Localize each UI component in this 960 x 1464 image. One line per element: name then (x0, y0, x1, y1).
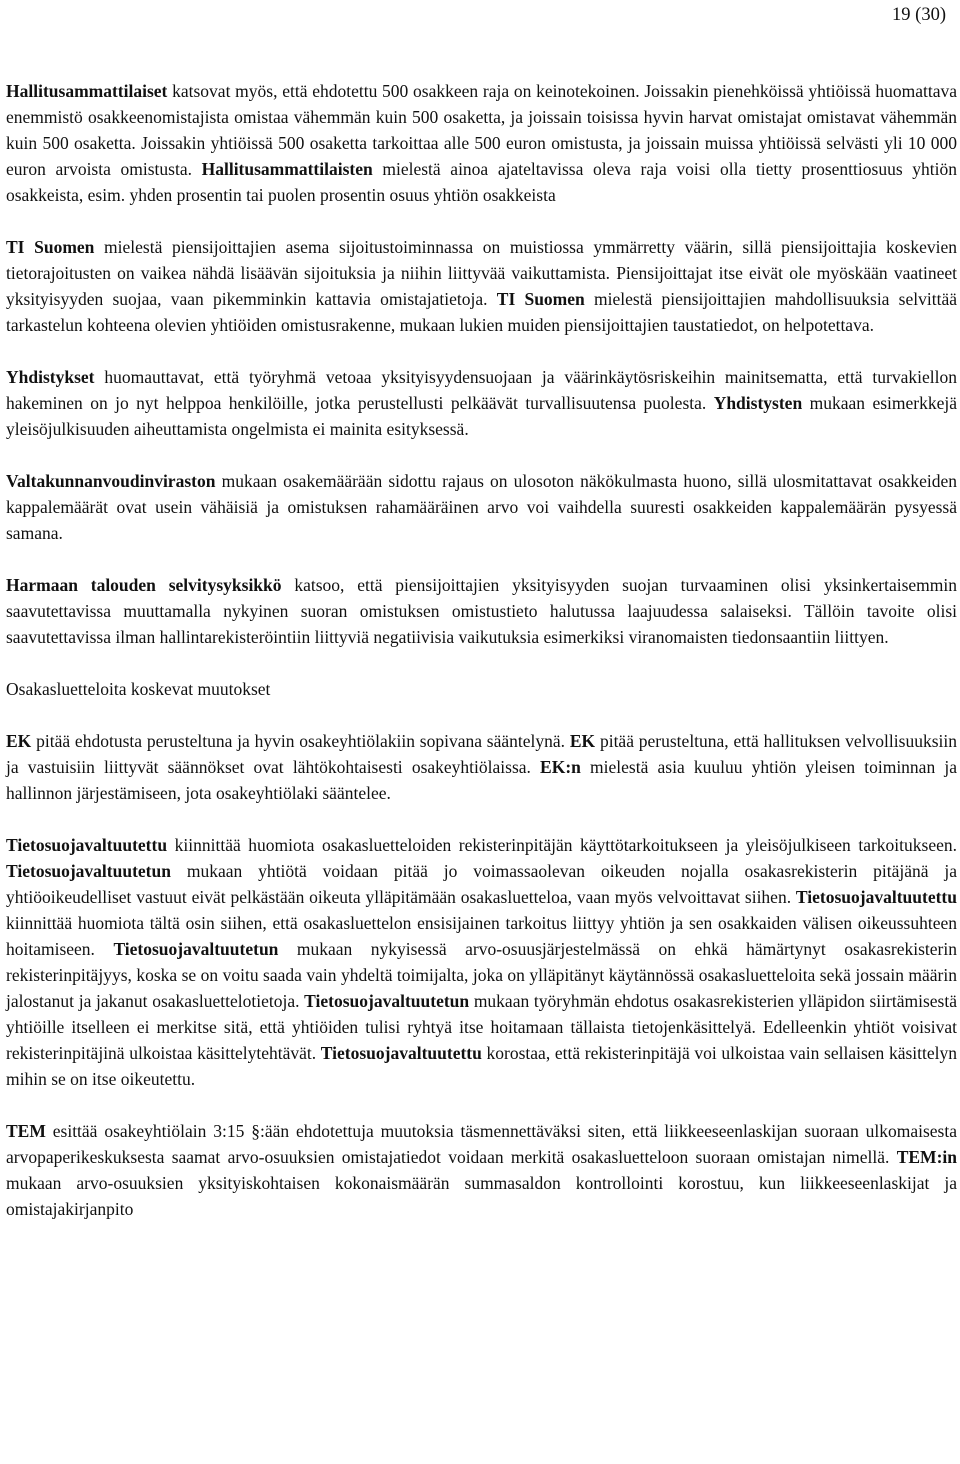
text-run: kiinnittää huomiota osakasluetteloiden rekisterinpitäjän käyttötarkoitukseen ja yleisöjulkiseen tarkoitukseen. (167, 835, 957, 855)
bold-term: Valtakunnanvoudinviraston (6, 471, 216, 491)
bold-term: TEM:in (896, 1147, 957, 1167)
paragraph-ek (6, 728, 957, 806)
bold-term: TI Suomen (496, 289, 585, 309)
text-run: mukaan osakemäärään sidottu rajaus on ulosoton näkökulmasta huono, sillä ulosmitattavat osakkeiden kappalemäärät ovat usein vähäisiä ja omistuksen rahamääräinen arvo voi vaihdella suuresti osakkeiden kappalemäärän pysyessä samana. (6, 471, 957, 543)
bold-term: Tietosuojavaltuutetun (304, 991, 470, 1011)
text-run: mielestä asia kuuluu yhtiön yleisen toiminnan ja hallinnon järjestämiseen, jota osakeyhtiölaki sääntelee. (6, 757, 957, 803)
bold-term: EK (569, 731, 596, 751)
text-run: mukaan yhtiötä voidaan pitää jo voimassaolevan oikeuden nojalla osakasrekisterin pitäjänä ja yhtiöoikeudelliset vastuut eivät pelkästään oikeuta ylläpitämään osakasluetteloa, vaan myös velvoittavat siihen. (6, 861, 957, 907)
bold-term: Yhdistykset (6, 367, 95, 387)
paragraph-tietosuojavaltuutettu (6, 832, 957, 1092)
bold-term: Hallitusammattilaisten (201, 159, 373, 179)
paragraph-tem (6, 1118, 957, 1222)
text-run: mukaan esimerkkejä yleisöjulkisuuden aiheuttamista ongelmista ei mainita esityksessä. (6, 393, 957, 439)
bold-term: Tietosuojavaltuutettu (6, 835, 168, 855)
bold-term: Hallitusammattilaiset (6, 81, 168, 101)
paragraph-valtakunnanvoudinvirasto (6, 468, 957, 546)
text-run: mukaan arvo-osuuksien yksityiskohtaisen kokonaismäärän summasaldon kontrollointi korostuu, kun liikkeeseenlaskijat ja omistajakirjanpito (6, 1173, 957, 1219)
text-run: mielestä ainoa ajateltavissa oleva raja voisi olla tietty prosenttiosuus yhtiön osakkeista, esim. yhden prosentin tai puolen prosentin osuus yhtiön osakkeista (6, 159, 957, 205)
bold-term: TEM (6, 1121, 46, 1141)
section-heading: Osakasluetteloita koskevat muutokset (6, 679, 271, 699)
text-run: huomauttavat, että työryhmä vetoaa yksityisyydensuojaan ja väärinkäytösriskeihin mainitsematta, että turvakiellon hakeminen on jo nyt helppoa henkilöille, jotka perustellusti pelkäävät turvallisuutensa puolesta. (6, 367, 957, 413)
text-run: mielestä piensijoittajien asema sijoitustoiminnassa on muistiossa ymmärretty väärin, sillä piensijoittajia koskevien tietorajoitusten on vaikea nähdä lisäävän sijoituksia ja niihin liittyvää vaikuttamista. Piensijoittajat itse eivät ole myöskään vaatineet yksityisyyden suojaa, vaan pikemminkin kattavia omistajatietoja. (6, 237, 957, 309)
text-run: katsoo, että piensijoittajien yksityisyyden suojan turvaaminen olisi yksinkertaisemmin saavutettavissa muuttamalla nykyinen suoran omistuksen omistustieto halutussa laajuudessa salaiseksi. Tällöin tavoite olisi saavutettavissa ilman hallintarekisteröintiin liittyviä negatiivisia vaikutuksia esimerkiksi viranomaisten tiedonsaantiin liittyen. (6, 575, 958, 647)
text-run: mukaan työryhmän ehdotus osakasrekisterien ylläpidon siirtämisestä yhtiöille itselleen ei merkitse sitä, että yhtiöiden tulisi ryhtyä itse hoitamaan tällaista tietojenkäsittelyä. Edelleenkin yhtiöt voisivat rekisterinpitäjinä ulkoistaa käsittelytehtävät. (6, 991, 957, 1063)
text-run: kiinnittää huomiota tältä osin siihen, että osakasluettelon ensisijainen tarkoitus liittyy yhtiön ja sen osakkaiden välisen oikeussuhteen hoitamiseen. (6, 913, 957, 959)
text-run: katsovat myös, että ehdotettu 500 osakkeen raja on keinotekoinen. Joissakin pienehköissä yhtiöissä huomattava enemmistö osakkeenomistajista omistaa vähemmän kuin 500 osaketta, ja joissain toisissa hyvin harvat omistajat omistavat vähemmän kuin 500 osaketta. Joissakin yhtiöissä 500 osaketta tarkoittaa alle 500 euron omistusta, ja joissain muissa yhtiöissä selvästi yli 10 000 euron arvoista omistusta. (6, 81, 957, 179)
bold-term: TI Suomen (6, 237, 95, 257)
bold-term: Harmaan talouden selvitysyksikkö (6, 575, 282, 595)
bold-term: Tietosuojavaltuutetun (113, 939, 279, 959)
text-run: esittää osakeyhtiölain 3:15 §:ään ehdotettuja muutoksia täsmennettäväksi siten, että liikkeeseenlaskijan suoraan ulkomaisesta arvopaperikeskuksesta saamat arvo-osuuksien omistajatiedot voidaan merkitä osakasluetteloon suoraan omistajan nimellä. (6, 1121, 957, 1167)
page-number: 19 (30) (892, 5, 946, 25)
paragraph-harmaan-talouden (6, 572, 957, 650)
bold-term: Yhdistysten (713, 393, 803, 413)
paragraph-ti-suomen (6, 234, 957, 338)
bold-term: Tietosuojavaltuutettu (320, 1043, 482, 1063)
bold-term: Tietosuojavaltuutettu (795, 887, 957, 907)
document-body (6, 78, 957, 1222)
text-run: pitää perusteltuna, että hallituksen velvollisuuksiin ja vastuisiin liittyvät säännökset ovat lähtökohtaisesti osakeyhtiölaissa. (6, 731, 957, 777)
text-run: mukaan nykyisessä arvo-osuusjärjestelmässä on ehkä hämärtynyt osakasrekisterin rekisterinpitäjyys, koska se on voitu saada vain yhdeltä toimijalta, joka on ylläpitänyt käytännössä osakasluetteloita sekä jossain määrin jalostanut ja jakanut osakasluettelotietoja. (6, 939, 958, 1011)
bold-term: EK (6, 731, 32, 751)
text-run: korostaa, että rekisterinpitäjä voi ulkoistaa vain sellaisen käsittelyn mihin se on itse oikeutettu. (6, 1043, 957, 1089)
text-run: mielestä piensijoittajien mahdollisuuksia selvittää tarkastelun kohteena olevien yhtiöiden omistusrakenne, mukaan lukien muiden piensijoittajien taustatiedot, on helpotettava. (6, 289, 957, 335)
paragraph-yhdistykset (6, 364, 957, 442)
bold-term: Tietosuojavaltuutetun (6, 861, 171, 881)
paragraph-hallitusammattilaiset (6, 78, 957, 208)
text-run: pitää ehdotusta perusteltuna ja hyvin osakeyhtiölakiin sopivana sääntelynä. (31, 731, 570, 751)
bold-term: EK:n (540, 757, 581, 777)
